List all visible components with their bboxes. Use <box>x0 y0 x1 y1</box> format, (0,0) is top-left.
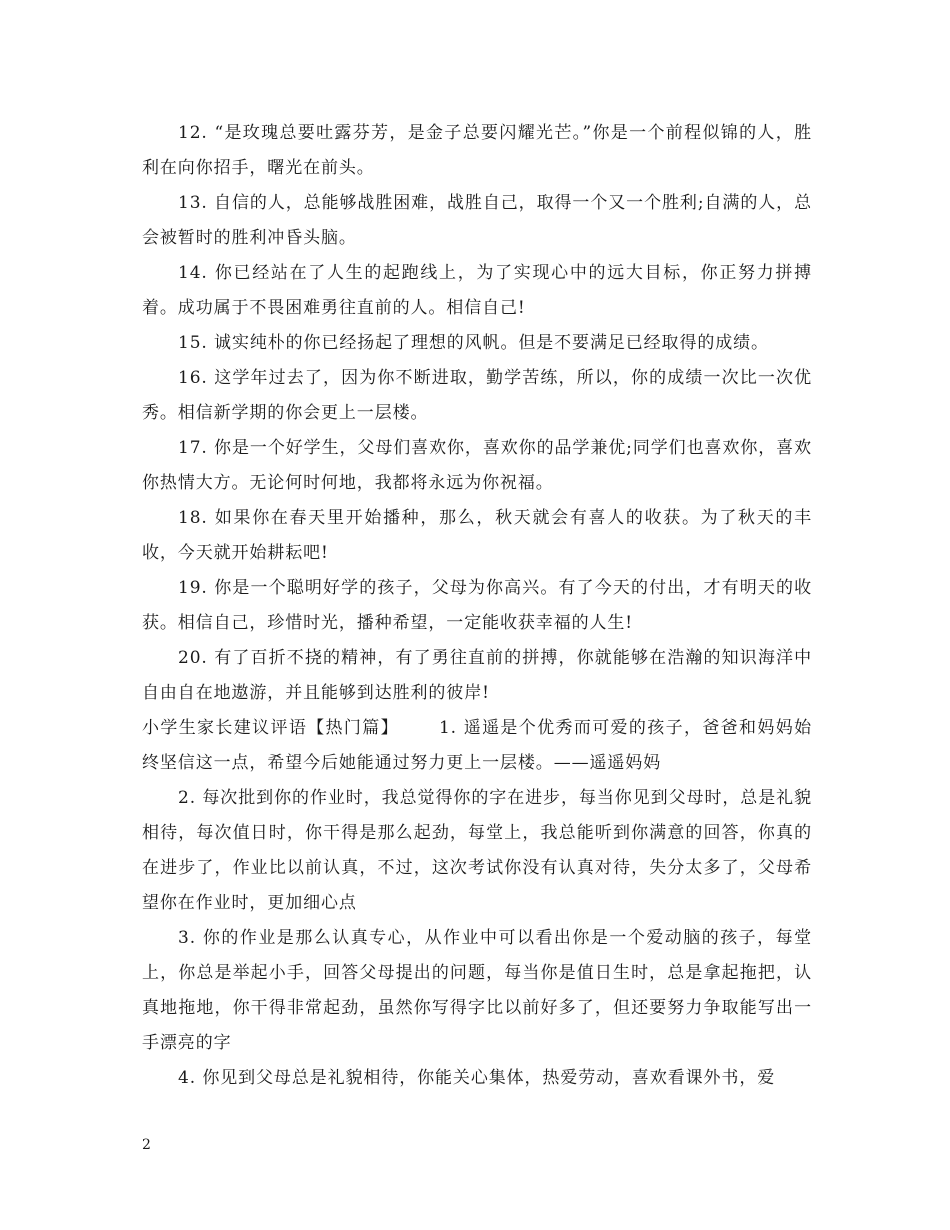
document-body <box>142 116 812 1096</box>
comment-paragraph-18: 18. 如果你在春天里开始播种，那么，秋天就会有喜人的收获。为了秋天的丰收，今天就开始耕耘吧! <box>142 508 812 563</box>
comment-paragraph-17: 17. 你是一个好学生，父母们喜欢你，喜欢你的品学兼优;同学们也喜欢你，喜欢你热情大方。无论何时何地，我都将永远为你祝福。 <box>142 438 812 493</box>
comment-paragraph-13: 13. 自信的人，总能够战胜困难，战胜自己，取得一个又一个胜利;自满的人，总会被暂时的胜利冲昏头脑。 <box>142 193 812 248</box>
parent-comment-paragraph-4: 4. 你见到父母总是礼貌相待，你能关心集体，热爱劳动，喜欢看课外书，爱 <box>178 1068 776 1088</box>
parent-comment-paragraph-1: 1. 遥遥是个优秀而可爱的孩子，爸爸和妈妈始终坚信这一点，希望今后她能通过努力更上一层楼。——遥遥妈妈 <box>142 718 812 773</box>
comment-paragraph-19: 19. 你是一个聪明好学的孩子，父母为你高兴。有了今天的付出，才有明天的收获。相信自己，珍惜时光，播种希望，一定能收获幸福的人生! <box>142 578 812 633</box>
comment-paragraph-20: 20. 有了百折不挠的精神，有了勇往直前的拼搏，你就能够在浩瀚的知识海洋中自由自在地遨游，并且能够到达胜利的彼岸! <box>142 648 812 703</box>
parent-comment-paragraph-2: 2. 每次批到你的作业时，我总觉得你的字在进步，每当你见到父母时，总是礼貌相待，每次值日时，你干得是那么起劲，每堂上，我总能听到你满意的回答，你真的在进步了，作业比以前认真，不过，这次考试你没有认真对待，失分太多了，父母希望你在作业时，更加细心点 <box>142 788 812 913</box>
comment-paragraph-12: 12. “是玫瑰总要吐露芬芳，是金子总要闪耀光芒。”你是一个前程似锦的人，胜利在向你招手，曙光在前头。 <box>142 123 812 178</box>
comment-paragraph-16: 16. 这学年过去了，因为你不断进取，勤学苦练，所以，你的成绩一次比一次优秀。相信新学期的你会更上一层楼。 <box>142 368 812 423</box>
page-number: 2 <box>142 1137 151 1153</box>
parent-comment-paragraph-3: 3. 你的作业是那么认真专心，从作业中可以看出你是一个爱动脑的孩子，每堂上，你总是举起小手，回答父母提出的问题，每当你是值日生时，总是拿起拖把，认真地拖地，你干得非常起劲，虽然你写得字比以前好多了，但还要努力争取能写出一手漂亮的字 <box>142 928 812 1053</box>
comment-paragraph-15: 15. 诚实纯朴的你已经扬起了理想的风帆。但是不要满足已经取得的成绩。 <box>178 333 769 353</box>
comment-paragraph-14: 14. 你已经站在了人生的起跑线上，为了实现心中的远大目标，你正努力拼搏着。成功属于不畏困难勇往直前的人。相信自己! <box>142 263 812 318</box>
section-heading-line <box>142 711 812 781</box>
section-heading: 小学生家长建议评语【热门篇】 <box>142 718 399 738</box>
